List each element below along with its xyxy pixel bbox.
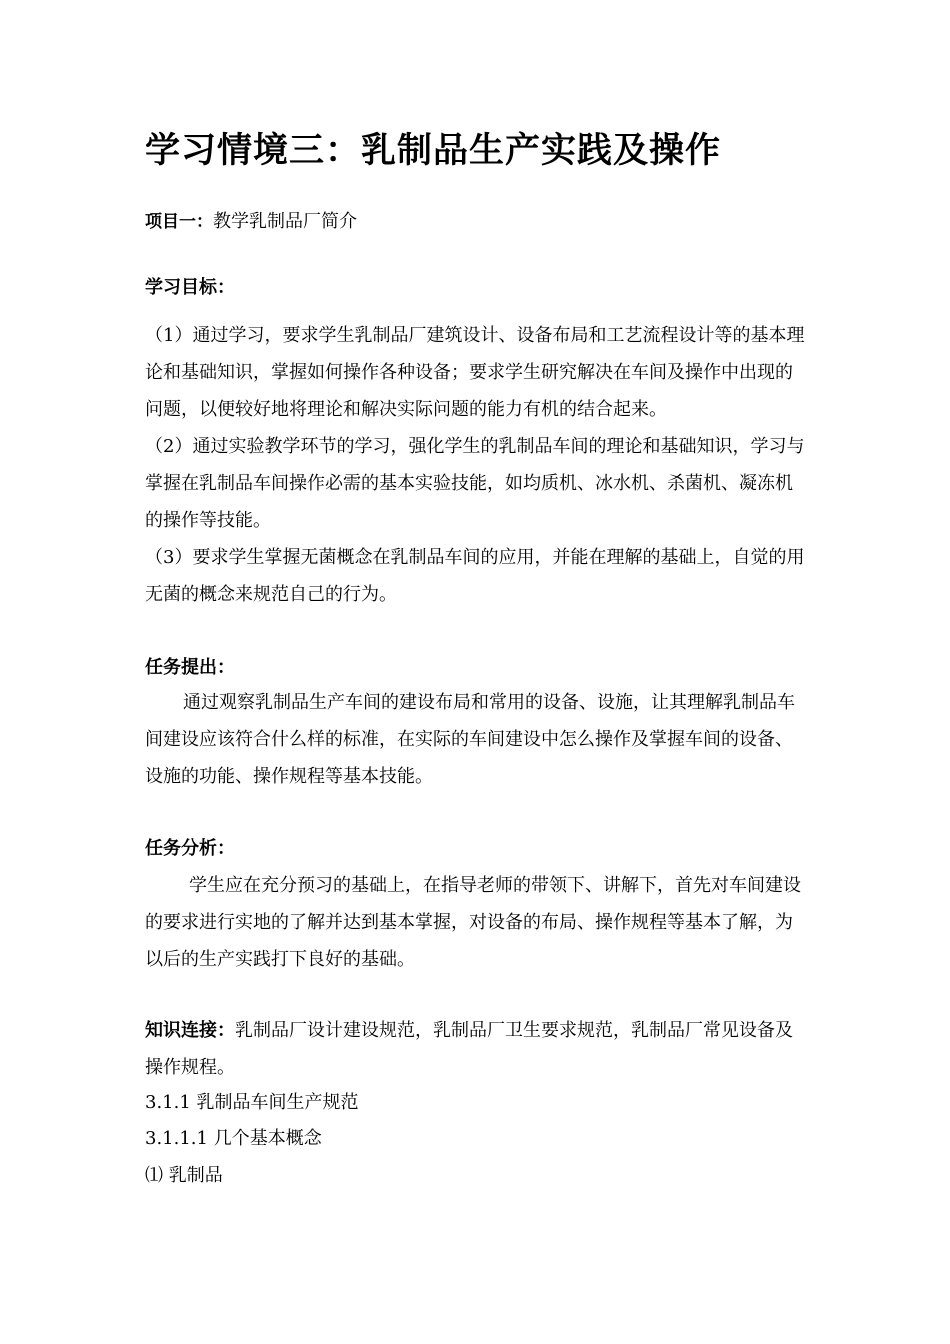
objective-item-3: （3）要求学生掌握无菌概念在乳制品车间的应用，并能在理解的基础上，自觉的用无菌的概念来规范自己的行为。	[145, 547, 805, 605]
task-analysis-body	[145, 867, 810, 978]
section-3-1-1: 3.1.1 乳制品车间生产规范	[145, 1092, 359, 1113]
task-proposal-heading: 任务提出：	[145, 657, 235, 678]
task-analysis-text: 学生应在充分预习的基础上，在指导老师的带领下、讲解下，首先对车间建设的要求进行实地的了解并达到基本掌握，对设备的布局、操作规程等基本了解，为以后的生产实践打下良好的基础。	[145, 875, 801, 970]
task-analysis-heading: 任务分析：	[145, 838, 235, 859]
knowledge-label: 知识连接：	[145, 1020, 235, 1041]
task-proposal-text: 通过观察乳制品生产车间的建设布局和常用的设备、设施，让其理解乳制品车间建设应该符合什么样的标准，在实际的车间建设中怎么操作及掌握车间的设备、设施的功能、操作规程等基本技能。	[145, 692, 795, 787]
project-label: 项目一：	[145, 212, 213, 232]
objectives-list	[145, 317, 810, 613]
section-item-1: ⑴ 乳制品	[145, 1165, 223, 1186]
objectives-heading: 学习目标：	[145, 277, 235, 298]
knowledge-paragraph	[145, 1012, 810, 1086]
objective-item-1: （1）通过学习，要求学生乳制品厂建筑设计、设备布局和工艺流程设计等的基本理论和基础知识，掌握如何操作各种设备；要求学生研究解决在车间及操作中出现的问题，以便较好地将理论和解决实际问题的能力有机的结合起来。	[145, 325, 805, 420]
project-text: 教学乳制品厂简介	[213, 211, 357, 232]
objective-item-2: （2）通过实验教学环节的学习，强化学生的乳制品车间的理论和基础知识，学习与掌握在乳制品车间操作必需的基本实验技能，如均质机、冰水机、杀菌机、凝冻机的操作等技能。	[145, 436, 805, 531]
knowledge-text: 乳制品厂设计建设规范，乳制品厂卫生要求规范，乳制品厂常见设备及操作规程。	[145, 1020, 793, 1078]
task-proposal-body	[145, 684, 810, 795]
page-title: 学习情境三：乳制品生产实践及操作	[145, 130, 722, 171]
knowledge-link	[145, 1012, 810, 1086]
project-line	[145, 209, 357, 235]
section-3-1-1-1: 3.1.1.1 几个基本概念	[145, 1128, 322, 1149]
